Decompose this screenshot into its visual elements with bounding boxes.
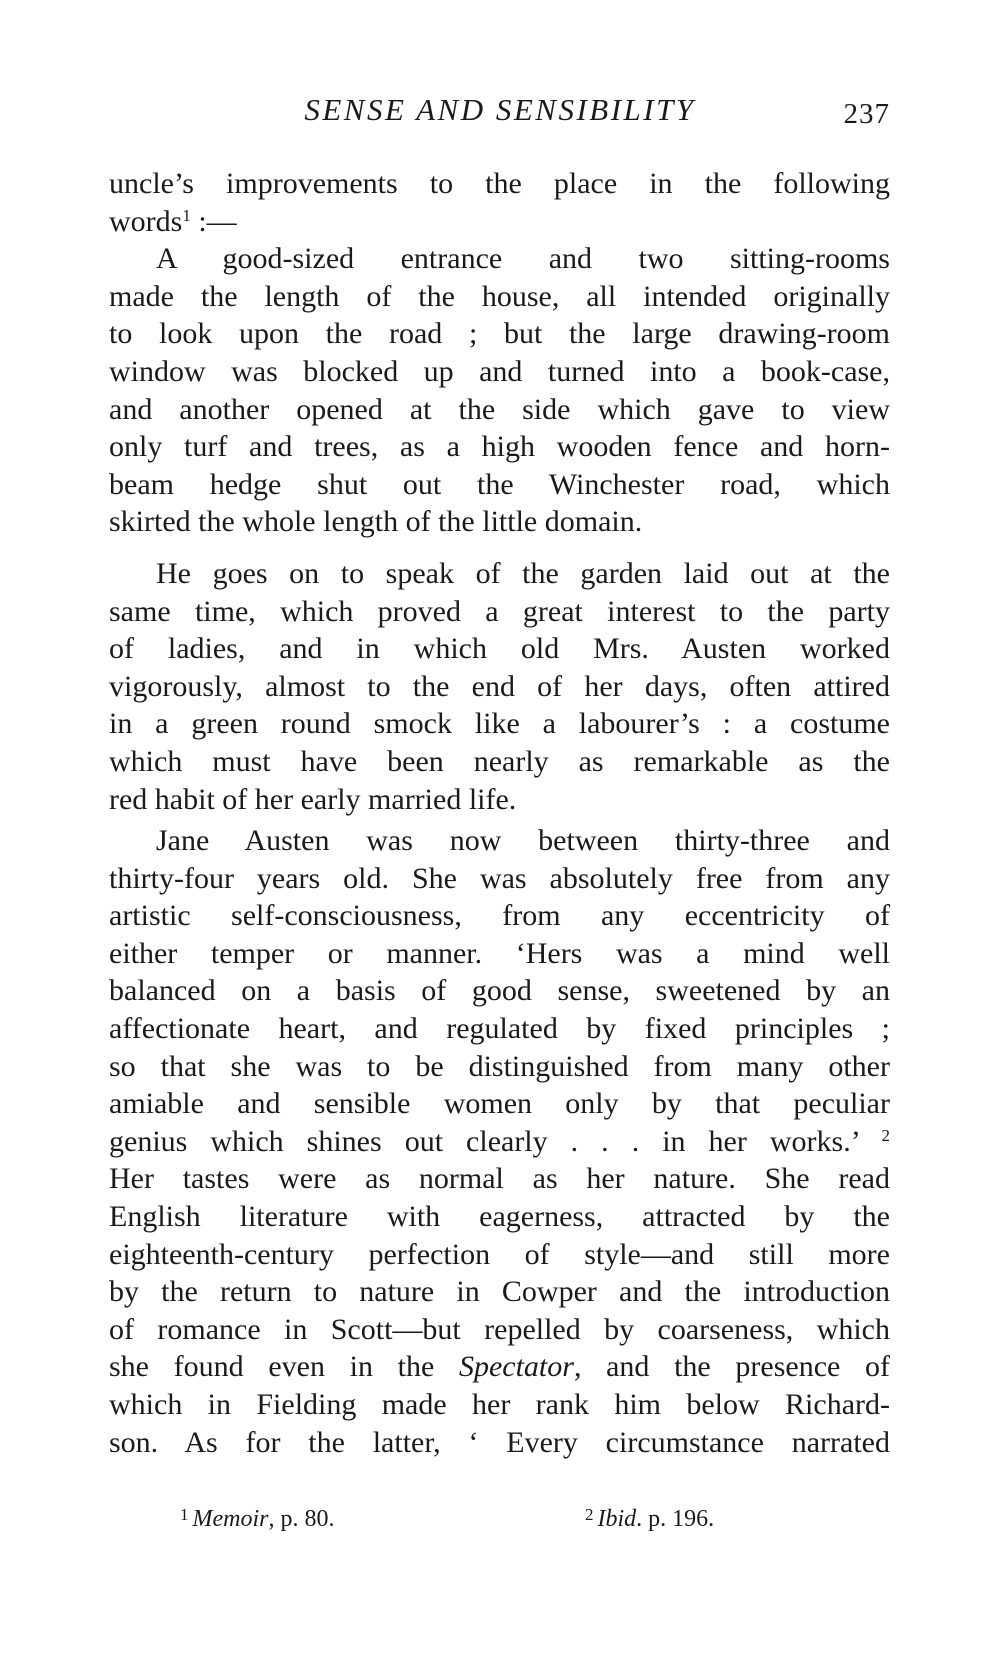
footnote-mark: 1 (180, 1505, 189, 1524)
text-line: same time, which proved a great interest to the party (109, 594, 890, 628)
text-line: eighteenth-century perfection of style—and still more (109, 1237, 890, 1271)
text-span: words (109, 204, 183, 238)
text-span: :— (190, 204, 237, 238)
text-span: she found even in the (109, 1350, 459, 1384)
text-line: to look upon the road ; but the large drawing-room (109, 317, 890, 351)
text-line: vigorously, almost to the end of her days, often attired (109, 669, 890, 703)
text-line: by the return to nature in Cowper and the introduction (109, 1275, 890, 1309)
footnote-title: Memoir (192, 1506, 269, 1532)
text-line: of ladies, and in which old Mrs. Austen worked (109, 632, 890, 666)
text-line (109, 1123, 890, 1161)
text-line: skirted the whole length of the little domain. (109, 505, 643, 539)
text-line: Her tastes were as normal as her nature. She read (109, 1162, 890, 1196)
text-line: Jane Austen was now between thirty-three and (156, 824, 890, 858)
text-span: , and the presence of (573, 1350, 890, 1384)
footnote-text: , p. 80. (268, 1506, 335, 1532)
text-line: red habit of her early married life. (109, 782, 517, 816)
text-line: amiable and sensible women only by that peculiar (109, 1087, 890, 1121)
text-line: which in Fielding made her rank him below Richard- (109, 1388, 890, 1421)
text-span: genius which shines out clearly . . . in her works.’ (109, 1124, 859, 1158)
text-line: beam hedge shut out the Winchester road, which (109, 467, 890, 501)
footnote-ref: 2 (881, 1125, 890, 1145)
paragraph-gap (109, 541, 890, 555)
page-number: 237 (843, 98, 890, 130)
text-line: either temper or manner. ‘Hers was a mind well (109, 936, 890, 970)
text-line: artistic self-consciousness, from any eccentricity of (109, 899, 890, 933)
text-line: English literature with eagerness, attracted by the (109, 1200, 890, 1234)
text-line: which must have been nearly as remarkable as the (109, 744, 890, 778)
text-line: and another opened at the side which gave to view (109, 392, 890, 426)
body-text (109, 165, 890, 1461)
running-title: SENSE AND SENSIBILITY (304, 92, 696, 127)
text-line: in a green round smock like a labourer’s : a costume (109, 707, 890, 741)
text-line: A good-sized entrance and two sitting-rooms (156, 242, 890, 276)
text-line: so that she was to be distinguished from many other (109, 1049, 890, 1083)
text-line: thirty-four years old. She was absolutely free from any (109, 861, 890, 895)
text-line: window was blocked up and turned into a book-case, (109, 354, 890, 388)
text-line: made the length of the house, all intended originally (109, 279, 890, 313)
text-line: only turf and trees, as a high wooden fence and horn- (109, 430, 890, 464)
text-line (109, 203, 890, 241)
footnote-1 (180, 1505, 334, 1533)
footnote-text: . p. 196. (636, 1506, 715, 1532)
footnote-ref: 1 (182, 205, 191, 225)
text-line (109, 1348, 890, 1386)
text-line: affectionate heart, and regulated by fixed principles ; (109, 1012, 890, 1046)
text-line: of romance in Scott—but repelled by coarseness, which (109, 1312, 890, 1346)
text-line: balanced on a basis of good sense, sweetened by an (109, 974, 890, 1008)
text-line: son. As for the latter, ‘ Every circumstance narrated (109, 1425, 890, 1459)
footnote-mark: 2 (585, 1505, 594, 1524)
footnote-2 (585, 1505, 714, 1533)
text-line: uncle’s improvements to the place in the following (109, 167, 890, 200)
footnotes (180, 1505, 880, 1545)
running-head (110, 92, 890, 142)
italic-title: Spectator (458, 1350, 574, 1384)
text-line: He goes on to speak of the garden laid out at the (156, 556, 890, 590)
footnote-title: Ibid (597, 1506, 637, 1532)
